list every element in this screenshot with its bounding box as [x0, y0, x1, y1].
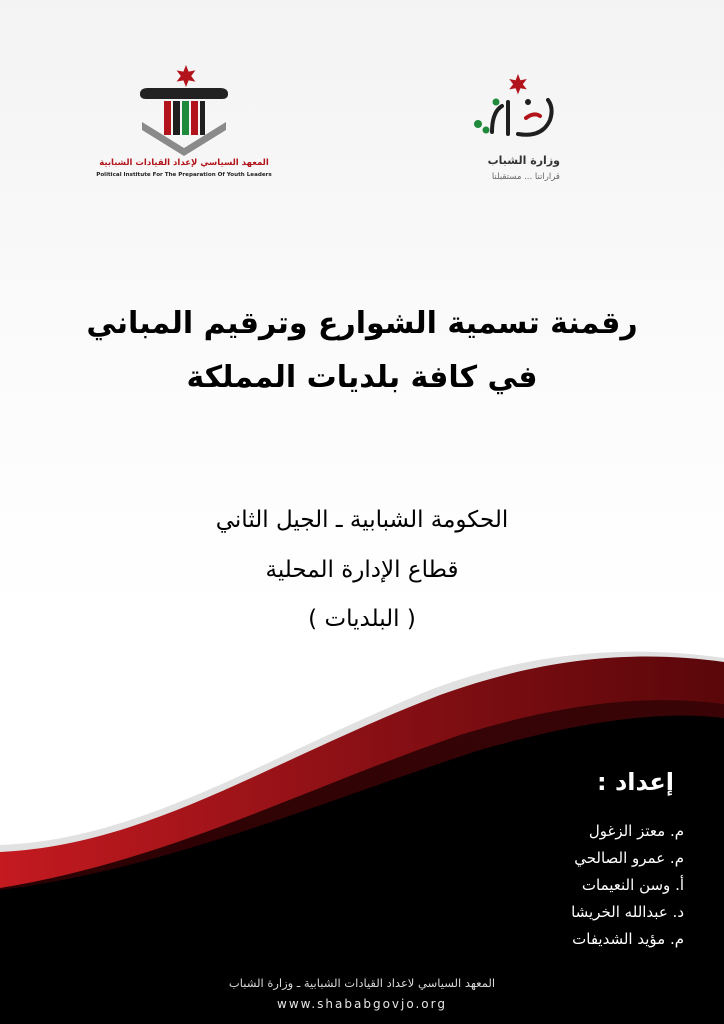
preparation-heading: إعداد : [597, 768, 674, 796]
author-item: د. عبدالله الخريشا [571, 903, 684, 921]
subtitle-line-2: قطاع الإدارة المحلية [265, 557, 459, 583]
political-institute-logo [96, 64, 272, 189]
subtitle-line-3: ( البلديات ) [308, 606, 416, 632]
ministry-of-youth-logo [462, 72, 572, 192]
pillar-emblem-icon [134, 84, 234, 156]
author-item: م. مؤيد الشديفات [572, 930, 684, 948]
footer-website: www.shababgovjo.org [277, 997, 447, 1011]
author-item: أ. وسن النعيمات [581, 876, 684, 894]
subtitle-line-1: الحكومة الشبابية ـ الجيل الثاني [215, 507, 509, 533]
main-title-line-1: رقمنة تسمية الشوارع وترقيم المباني [86, 306, 638, 341]
footer-organization: المعهد السياسي لاعداد القيادات الشبابية ـ وزارة الشباب [228, 976, 496, 990]
institute-arabic-name: المعهد السياسي لإعداد القيادات الشبابية [99, 158, 269, 168]
ministry-emblem-icon [462, 72, 572, 152]
institute-english-name: Political Institute For The Preparation Of Youth Leaders [96, 172, 272, 178]
author-item: م. معتز الزغول [588, 822, 684, 840]
main-title-line-2: في كافة بلديات المملكة [186, 360, 538, 395]
author-item: م. عمرو الصالحي [574, 849, 684, 867]
ministry-arabic-name: وزارة الشباب [487, 154, 560, 167]
authors-list [484, 818, 684, 953]
ministry-slogan: قراراتنا ... مستقبلنا [491, 172, 560, 182]
